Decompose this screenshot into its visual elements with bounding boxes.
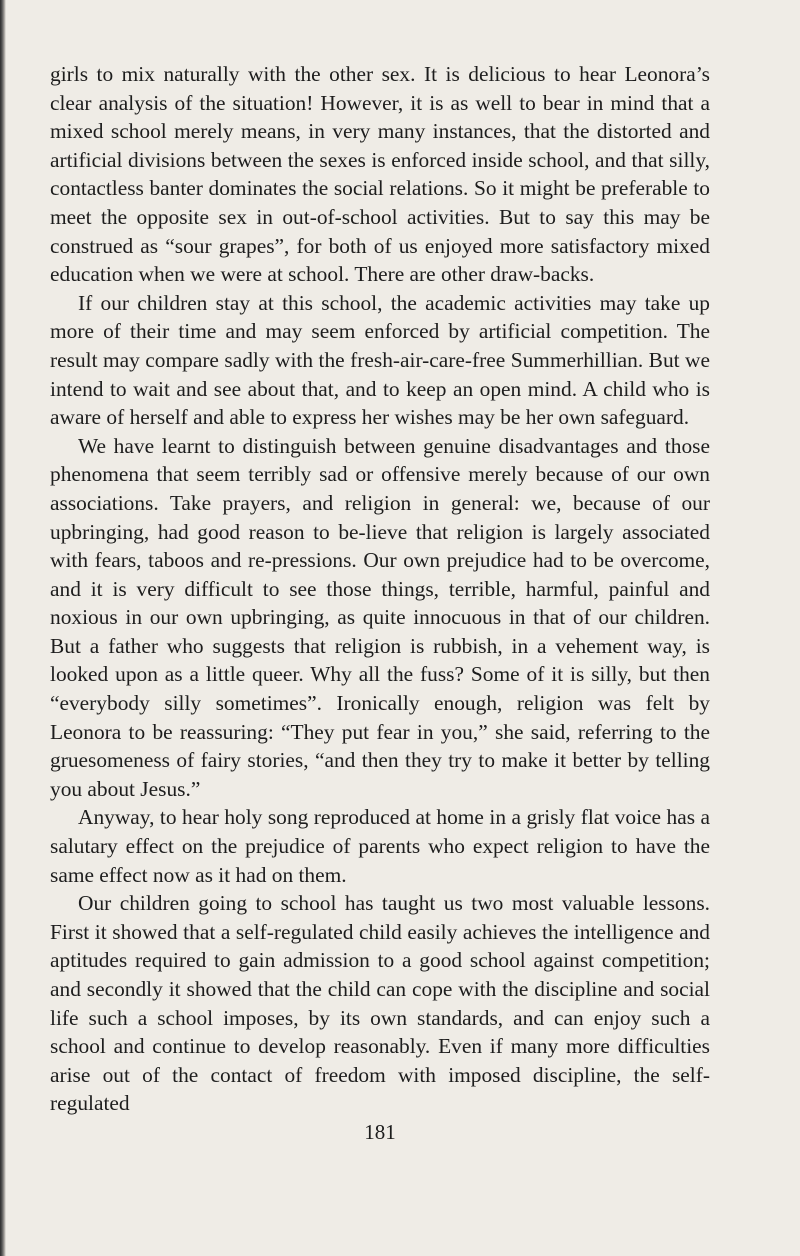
paragraph-1: girls to mix naturally with the other sex. It is delicious to hear Leonora’s clear analysis of the situation! However, it is as well to bear in mind that a mixed school merely means, in very many instances, that the distorted and artificial divisions between the sexes is enforced inside school, and that silly, contactless banter dominates the social relations. So it might be preferable to meet the opposite sex in out-of-school activities. But to say this may be construed as “sour grapes”, for both of us enjoyed more satisfactory mixed education when we were at school. There are other draw-backs. — [50, 62, 710, 287]
paragraph-4: Anyway, to hear holy song reproduced at home in a grisly flat voice has a salutary effect on the prejudice of parents who expect religion to have the same effect now as it had on them. — [50, 805, 710, 887]
body-text — [50, 60, 710, 1118]
paragraph-2: If our children stay at this school, the academic activities may take up more of their time and may seem enforced by artificial competition. The result may compare sadly with the fresh-air-care-free Summerhillian. But we intend to wait and see about that, and to keep an open mind. A child who is aware of herself and able to express her wishes may be her own safeguard. — [50, 290, 710, 430]
page-binding-edge — [0, 0, 6, 1256]
paragraph-5: Our children going to school has taught us two most valuable lessons. First it showed that a self-regulated child easily achieves the intelligence and aptitudes required to gain admission to a good school against competition; and secondly it showed that the child can cope with the discipline and social life such a school imposes, by its own standards, and can enjoy such a school and continue to develop reasonably. Even if many more difficulties arise out of the contact of freedom with imposed discipline, the self-regulated — [50, 891, 710, 1116]
page-number: 181 — [364, 1119, 396, 1144]
paragraph-3: We have learnt to distinguish between genuine disadvantages and those phenomena that seem terribly sad or offensive merely because of our own associations. Take prayers, and religion in general: we, because of our upbringing, had good reason to be-lieve that religion is largely associated with fears, taboos and re-pressions. Our own prejudice had to be overcome, and it is very difficult to see those things, terrible, harmful, painful and noxious in our own upbringing, as quite innocuous in that of our children. But a father who suggests that religion is rubbish, in a vehement way, is looked upon as a little queer. Why all the fuss? Some of it is silly, but then “everybody silly sometimes”. Ironically enough, religion was felt by Leonora to be reassuring: “They put fear in you,” she said, referring to the gruesomeness of fairy stories, “and then they try to make it better by telling you about Jesus.” — [50, 433, 710, 801]
book-page — [50, 60, 710, 1145]
